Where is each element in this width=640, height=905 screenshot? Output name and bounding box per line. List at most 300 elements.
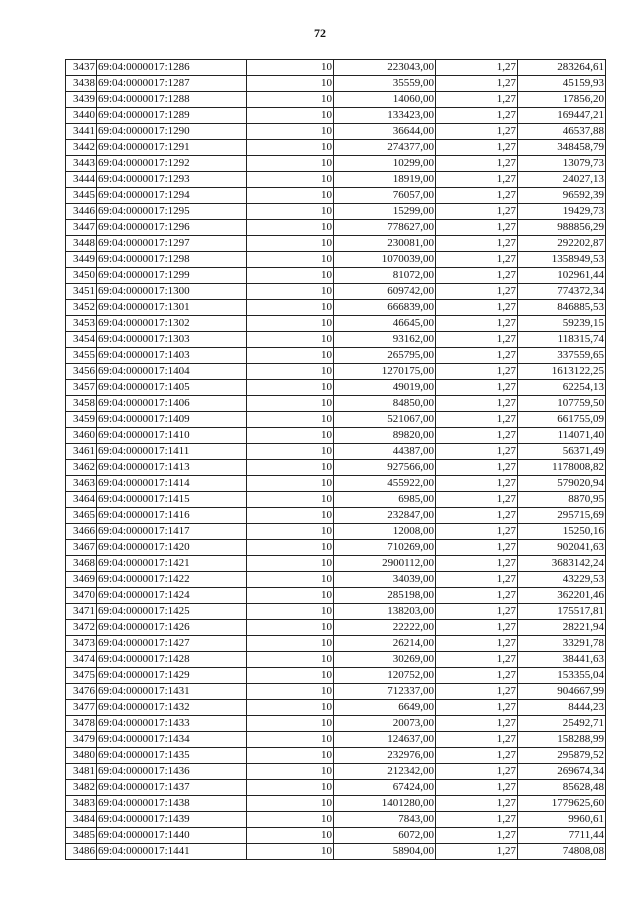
cadastral-number-cell: 69:04:0000017:1298 — [97, 252, 247, 268]
value-cell: 14060,00 — [334, 92, 436, 108]
cadastral-number-cell: 69:04:0000017:1403 — [97, 348, 247, 364]
code-cell: 10 — [247, 124, 334, 140]
cadastral-number-cell: 69:04:0000017:1406 — [97, 396, 247, 412]
result-cell: 19429,73 — [518, 204, 606, 220]
value-cell: 778627,00 — [334, 220, 436, 236]
row-index-cell: 3472 — [66, 620, 97, 636]
row-index-cell: 3441 — [66, 124, 97, 140]
result-cell: 3683142,24 — [518, 556, 606, 572]
table-row — [66, 828, 606, 844]
result-cell: 7711,44 — [518, 828, 606, 844]
code-cell: 10 — [247, 428, 334, 444]
result-cell: 85628,48 — [518, 780, 606, 796]
coefficient-cell: 1,27 — [436, 396, 518, 412]
coefficient-cell: 1,27 — [436, 188, 518, 204]
table-row — [66, 236, 606, 252]
table-row — [66, 380, 606, 396]
result-cell: 46537,88 — [518, 124, 606, 140]
cadastral-number-cell: 69:04:0000017:1410 — [97, 428, 247, 444]
result-cell: 295715,69 — [518, 508, 606, 524]
code-cell: 10 — [247, 652, 334, 668]
cadastral-number-cell: 69:04:0000017:1435 — [97, 748, 247, 764]
table-row — [66, 300, 606, 316]
row-index-cell: 3451 — [66, 284, 97, 300]
table-row — [66, 844, 606, 860]
value-cell: 6649,00 — [334, 700, 436, 716]
code-cell: 10 — [247, 332, 334, 348]
value-cell: 133423,00 — [334, 108, 436, 124]
coefficient-cell: 1,27 — [436, 108, 518, 124]
coefficient-cell: 1,27 — [436, 252, 518, 268]
coefficient-cell: 1,27 — [436, 636, 518, 652]
coefficient-cell: 1,27 — [436, 460, 518, 476]
coefficient-cell: 1,27 — [436, 428, 518, 444]
result-cell: 62254,13 — [518, 380, 606, 396]
coefficient-cell: 1,27 — [436, 780, 518, 796]
value-cell: 1270175,00 — [334, 364, 436, 380]
coefficient-cell: 1,27 — [436, 76, 518, 92]
row-index-cell: 3467 — [66, 540, 97, 556]
cadastral-number-cell: 69:04:0000017:1414 — [97, 476, 247, 492]
cadastral-number-cell: 69:04:0000017:1438 — [97, 796, 247, 812]
row-index-cell: 3460 — [66, 428, 97, 444]
cadastral-number-cell: 69:04:0000017:1409 — [97, 412, 247, 428]
row-index-cell: 3478 — [66, 716, 97, 732]
value-cell: 212342,00 — [334, 764, 436, 780]
value-cell: 2900112,00 — [334, 556, 436, 572]
table-row — [66, 316, 606, 332]
cadastral-number-cell: 69:04:0000017:1431 — [97, 684, 247, 700]
row-index-cell: 3461 — [66, 444, 97, 460]
row-index-cell: 3453 — [66, 316, 97, 332]
row-index-cell: 3473 — [66, 636, 97, 652]
coefficient-cell: 1,27 — [436, 764, 518, 780]
row-index-cell: 3486 — [66, 844, 97, 860]
row-index-cell: 3447 — [66, 220, 97, 236]
value-cell: 710269,00 — [334, 540, 436, 556]
table-row — [66, 364, 606, 380]
table-row — [66, 140, 606, 156]
coefficient-cell: 1,27 — [436, 684, 518, 700]
code-cell: 10 — [247, 844, 334, 860]
table-row — [66, 412, 606, 428]
table-row — [66, 716, 606, 732]
coefficient-cell: 1,27 — [436, 508, 518, 524]
result-cell: 118315,74 — [518, 332, 606, 348]
result-cell: 13079,73 — [518, 156, 606, 172]
row-index-cell: 3456 — [66, 364, 97, 380]
value-cell: 712337,00 — [334, 684, 436, 700]
coefficient-cell: 1,27 — [436, 604, 518, 620]
result-cell: 283264,61 — [518, 60, 606, 76]
coefficient-cell: 1,27 — [436, 348, 518, 364]
value-cell: 10299,00 — [334, 156, 436, 172]
row-index-cell: 3459 — [66, 412, 97, 428]
coefficient-cell: 1,27 — [436, 268, 518, 284]
table-row — [66, 476, 606, 492]
table-row — [66, 812, 606, 828]
value-cell: 1070039,00 — [334, 252, 436, 268]
value-cell: 15299,00 — [334, 204, 436, 220]
cadastral-number-cell: 69:04:0000017:1300 — [97, 284, 247, 300]
value-cell: 81072,00 — [334, 268, 436, 284]
cadastral-number-cell: 69:04:0000017:1295 — [97, 204, 247, 220]
cadastral-number-cell: 69:04:0000017:1301 — [97, 300, 247, 316]
row-index-cell: 3470 — [66, 588, 97, 604]
row-index-cell: 3462 — [66, 460, 97, 476]
value-cell: 89820,00 — [334, 428, 436, 444]
value-cell: 232847,00 — [334, 508, 436, 524]
table-row — [66, 684, 606, 700]
cadastral-number-cell: 69:04:0000017:1413 — [97, 460, 247, 476]
result-cell: 15250,16 — [518, 524, 606, 540]
code-cell: 10 — [247, 92, 334, 108]
row-index-cell: 3455 — [66, 348, 97, 364]
value-cell: 18919,00 — [334, 172, 436, 188]
result-cell: 846885,53 — [518, 300, 606, 316]
table-row — [66, 220, 606, 236]
result-cell: 28221,94 — [518, 620, 606, 636]
result-cell: 337559,65 — [518, 348, 606, 364]
row-index-cell: 3468 — [66, 556, 97, 572]
value-cell: 22222,00 — [334, 620, 436, 636]
coefficient-cell: 1,27 — [436, 316, 518, 332]
table-row — [66, 764, 606, 780]
result-cell: 1613122,25 — [518, 364, 606, 380]
table-row — [66, 428, 606, 444]
value-cell: 35559,00 — [334, 76, 436, 92]
cadastral-number-cell: 69:04:0000017:1439 — [97, 812, 247, 828]
coefficient-cell: 1,27 — [436, 476, 518, 492]
row-index-cell: 3448 — [66, 236, 97, 252]
code-cell: 10 — [247, 380, 334, 396]
code-cell: 10 — [247, 348, 334, 364]
code-cell: 10 — [247, 412, 334, 428]
cadastral-number-cell: 69:04:0000017:1416 — [97, 508, 247, 524]
coefficient-cell: 1,27 — [436, 652, 518, 668]
value-cell: 223043,00 — [334, 60, 436, 76]
code-cell: 10 — [247, 492, 334, 508]
row-index-cell: 3463 — [66, 476, 97, 492]
coefficient-cell: 1,27 — [436, 364, 518, 380]
coefficient-cell: 1,27 — [436, 796, 518, 812]
row-index-cell: 3444 — [66, 172, 97, 188]
row-index-cell: 3450 — [66, 268, 97, 284]
cadastral-number-cell: 69:04:0000017:1302 — [97, 316, 247, 332]
table-row — [66, 604, 606, 620]
value-cell: 26214,00 — [334, 636, 436, 652]
result-cell: 25492,71 — [518, 716, 606, 732]
row-index-cell: 3483 — [66, 796, 97, 812]
row-index-cell: 3454 — [66, 332, 97, 348]
result-cell: 1358949,53 — [518, 252, 606, 268]
cadastral-number-cell: 69:04:0000017:1429 — [97, 668, 247, 684]
coefficient-cell: 1,27 — [436, 124, 518, 140]
code-cell: 10 — [247, 700, 334, 716]
result-cell: 24027,13 — [518, 172, 606, 188]
result-cell: 114071,40 — [518, 428, 606, 444]
code-cell: 10 — [247, 732, 334, 748]
row-index-cell: 3465 — [66, 508, 97, 524]
coefficient-cell: 1,27 — [436, 524, 518, 540]
cadastral-number-cell: 69:04:0000017:1415 — [97, 492, 247, 508]
result-cell: 107759,50 — [518, 396, 606, 412]
table-row — [66, 92, 606, 108]
value-cell: 84850,00 — [334, 396, 436, 412]
code-cell: 10 — [247, 780, 334, 796]
code-cell: 10 — [247, 188, 334, 204]
cadastral-number-cell: 69:04:0000017:1290 — [97, 124, 247, 140]
value-cell: 36644,00 — [334, 124, 436, 140]
coefficient-cell: 1,27 — [436, 284, 518, 300]
table-row — [66, 60, 606, 76]
cadastral-number-cell: 69:04:0000017:1440 — [97, 828, 247, 844]
row-index-cell: 3475 — [66, 668, 97, 684]
code-cell: 10 — [247, 572, 334, 588]
coefficient-cell: 1,27 — [436, 60, 518, 76]
row-index-cell: 3440 — [66, 108, 97, 124]
cadastral-number-cell: 69:04:0000017:1421 — [97, 556, 247, 572]
code-cell: 10 — [247, 764, 334, 780]
code-cell: 10 — [247, 556, 334, 572]
table-row — [66, 460, 606, 476]
value-cell: 455922,00 — [334, 476, 436, 492]
table-row — [66, 780, 606, 796]
code-cell: 10 — [247, 204, 334, 220]
table-row — [66, 700, 606, 716]
cadastral-number-cell: 69:04:0000017:1291 — [97, 140, 247, 156]
value-cell: 76057,00 — [334, 188, 436, 204]
code-cell: 10 — [247, 268, 334, 284]
value-cell: 232976,00 — [334, 748, 436, 764]
coefficient-cell: 1,27 — [436, 92, 518, 108]
value-cell: 138203,00 — [334, 604, 436, 620]
cadastral-number-cell: 69:04:0000017:1427 — [97, 636, 247, 652]
value-cell: 666839,00 — [334, 300, 436, 316]
coefficient-cell: 1,27 — [436, 156, 518, 172]
value-cell: 6072,00 — [334, 828, 436, 844]
value-cell: 46645,00 — [334, 316, 436, 332]
table-row — [66, 156, 606, 172]
result-cell: 74808,08 — [518, 844, 606, 860]
result-cell: 43229,53 — [518, 572, 606, 588]
coefficient-cell: 1,27 — [436, 204, 518, 220]
table-row — [66, 524, 606, 540]
value-cell: 120752,00 — [334, 668, 436, 684]
row-index-cell: 3446 — [66, 204, 97, 220]
result-cell: 158288,99 — [518, 732, 606, 748]
value-cell: 93162,00 — [334, 332, 436, 348]
cadastral-number-cell: 69:04:0000017:1411 — [97, 444, 247, 460]
result-cell: 169447,21 — [518, 108, 606, 124]
result-cell: 153355,04 — [518, 668, 606, 684]
value-cell: 6985,00 — [334, 492, 436, 508]
cadastral-number-cell: 69:04:0000017:1433 — [97, 716, 247, 732]
cadastral-number-cell: 69:04:0000017:1287 — [97, 76, 247, 92]
coefficient-cell: 1,27 — [436, 380, 518, 396]
table-row — [66, 540, 606, 556]
coefficient-cell: 1,27 — [436, 748, 518, 764]
code-cell: 10 — [247, 716, 334, 732]
value-cell: 927566,00 — [334, 460, 436, 476]
cadastral-number-cell: 69:04:0000017:1404 — [97, 364, 247, 380]
parcel-table — [65, 59, 606, 860]
coefficient-cell: 1,27 — [436, 300, 518, 316]
table-row — [66, 620, 606, 636]
code-cell: 10 — [247, 108, 334, 124]
value-cell: 609742,00 — [334, 284, 436, 300]
result-cell: 902041,63 — [518, 540, 606, 556]
result-cell: 8444,23 — [518, 700, 606, 716]
result-cell: 175517,81 — [518, 604, 606, 620]
row-index-cell: 3445 — [66, 188, 97, 204]
code-cell: 10 — [247, 364, 334, 380]
row-index-cell: 3442 — [66, 140, 97, 156]
row-index-cell: 3438 — [66, 76, 97, 92]
cadastral-number-cell: 69:04:0000017:1303 — [97, 332, 247, 348]
row-index-cell: 3482 — [66, 780, 97, 796]
value-cell: 58904,00 — [334, 844, 436, 860]
cadastral-number-cell: 69:04:0000017:1299 — [97, 268, 247, 284]
result-cell: 45159,93 — [518, 76, 606, 92]
code-cell: 10 — [247, 684, 334, 700]
table-row — [66, 652, 606, 668]
coefficient-cell: 1,27 — [436, 412, 518, 428]
value-cell: 521067,00 — [334, 412, 436, 428]
code-cell: 10 — [247, 604, 334, 620]
code-cell: 10 — [247, 140, 334, 156]
value-cell: 274377,00 — [334, 140, 436, 156]
cadastral-number-cell: 69:04:0000017:1437 — [97, 780, 247, 796]
table-row — [66, 572, 606, 588]
code-cell: 10 — [247, 252, 334, 268]
table-row — [66, 124, 606, 140]
table-row — [66, 732, 606, 748]
table-row — [66, 188, 606, 204]
coefficient-cell: 1,27 — [436, 700, 518, 716]
code-cell: 10 — [247, 76, 334, 92]
row-index-cell: 3464 — [66, 492, 97, 508]
cadastral-number-cell: 69:04:0000017:1432 — [97, 700, 247, 716]
coefficient-cell: 1,27 — [436, 844, 518, 860]
code-cell: 10 — [247, 620, 334, 636]
value-cell: 285198,00 — [334, 588, 436, 604]
code-cell: 10 — [247, 460, 334, 476]
result-cell: 17856,20 — [518, 92, 606, 108]
cadastral-number-cell: 69:04:0000017:1289 — [97, 108, 247, 124]
row-index-cell: 3469 — [66, 572, 97, 588]
result-cell: 348458,79 — [518, 140, 606, 156]
coefficient-cell: 1,27 — [436, 588, 518, 604]
code-cell: 10 — [247, 540, 334, 556]
page-number: 72 — [314, 26, 326, 40]
result-cell: 774372,34 — [518, 284, 606, 300]
result-cell: 33291,78 — [518, 636, 606, 652]
coefficient-cell: 1,27 — [436, 556, 518, 572]
table-row — [66, 76, 606, 92]
table-row — [66, 396, 606, 412]
row-index-cell: 3485 — [66, 828, 97, 844]
result-cell: 269674,34 — [518, 764, 606, 780]
code-cell: 10 — [247, 172, 334, 188]
table-row — [66, 796, 606, 812]
row-index-cell: 3443 — [66, 156, 97, 172]
result-cell: 362201,46 — [518, 588, 606, 604]
code-cell: 10 — [247, 60, 334, 76]
table-body — [66, 60, 606, 860]
table-row — [66, 204, 606, 220]
row-index-cell: 3479 — [66, 732, 97, 748]
code-cell: 10 — [247, 444, 334, 460]
row-index-cell: 3480 — [66, 748, 97, 764]
coefficient-cell: 1,27 — [436, 140, 518, 156]
result-cell: 295879,52 — [518, 748, 606, 764]
code-cell: 10 — [247, 508, 334, 524]
table-row — [66, 172, 606, 188]
code-cell: 10 — [247, 236, 334, 252]
value-cell: 44387,00 — [334, 444, 436, 460]
result-cell: 38441,63 — [518, 652, 606, 668]
coefficient-cell: 1,27 — [436, 172, 518, 188]
code-cell: 10 — [247, 588, 334, 604]
value-cell: 124637,00 — [334, 732, 436, 748]
cadastral-number-cell: 69:04:0000017:1426 — [97, 620, 247, 636]
row-index-cell: 3437 — [66, 60, 97, 76]
table-row — [66, 348, 606, 364]
cadastral-number-cell: 69:04:0000017:1292 — [97, 156, 247, 172]
code-cell: 10 — [247, 284, 334, 300]
result-cell: 96592,39 — [518, 188, 606, 204]
cadastral-number-cell: 69:04:0000017:1297 — [97, 236, 247, 252]
cadastral-number-cell: 69:04:0000017:1425 — [97, 604, 247, 620]
code-cell: 10 — [247, 812, 334, 828]
table-row — [66, 332, 606, 348]
code-cell: 10 — [247, 668, 334, 684]
coefficient-cell: 1,27 — [436, 828, 518, 844]
result-cell: 8870,95 — [518, 492, 606, 508]
code-cell: 10 — [247, 796, 334, 812]
table-row — [66, 668, 606, 684]
cadastral-number-cell: 69:04:0000017:1293 — [97, 172, 247, 188]
table-row — [66, 492, 606, 508]
coefficient-cell: 1,27 — [436, 620, 518, 636]
coefficient-cell: 1,27 — [436, 492, 518, 508]
row-index-cell: 3449 — [66, 252, 97, 268]
row-index-cell: 3458 — [66, 396, 97, 412]
row-index-cell: 3477 — [66, 700, 97, 716]
row-index-cell: 3471 — [66, 604, 97, 620]
cadastral-number-cell: 69:04:0000017:1286 — [97, 60, 247, 76]
table-row — [66, 556, 606, 572]
cadastral-number-cell: 69:04:0000017:1417 — [97, 524, 247, 540]
cadastral-number-cell: 69:04:0000017:1420 — [97, 540, 247, 556]
row-index-cell: 3439 — [66, 92, 97, 108]
coefficient-cell: 1,27 — [436, 716, 518, 732]
table-row — [66, 508, 606, 524]
table-row — [66, 444, 606, 460]
table-row — [66, 636, 606, 652]
result-cell: 102961,44 — [518, 268, 606, 284]
result-cell: 988856,29 — [518, 220, 606, 236]
result-cell: 579020,94 — [518, 476, 606, 492]
cadastral-number-cell: 69:04:0000017:1424 — [97, 588, 247, 604]
result-cell: 661755,09 — [518, 412, 606, 428]
coefficient-cell: 1,27 — [436, 572, 518, 588]
value-cell: 230081,00 — [334, 236, 436, 252]
code-cell: 10 — [247, 220, 334, 236]
table-row — [66, 284, 606, 300]
table-row — [66, 588, 606, 604]
